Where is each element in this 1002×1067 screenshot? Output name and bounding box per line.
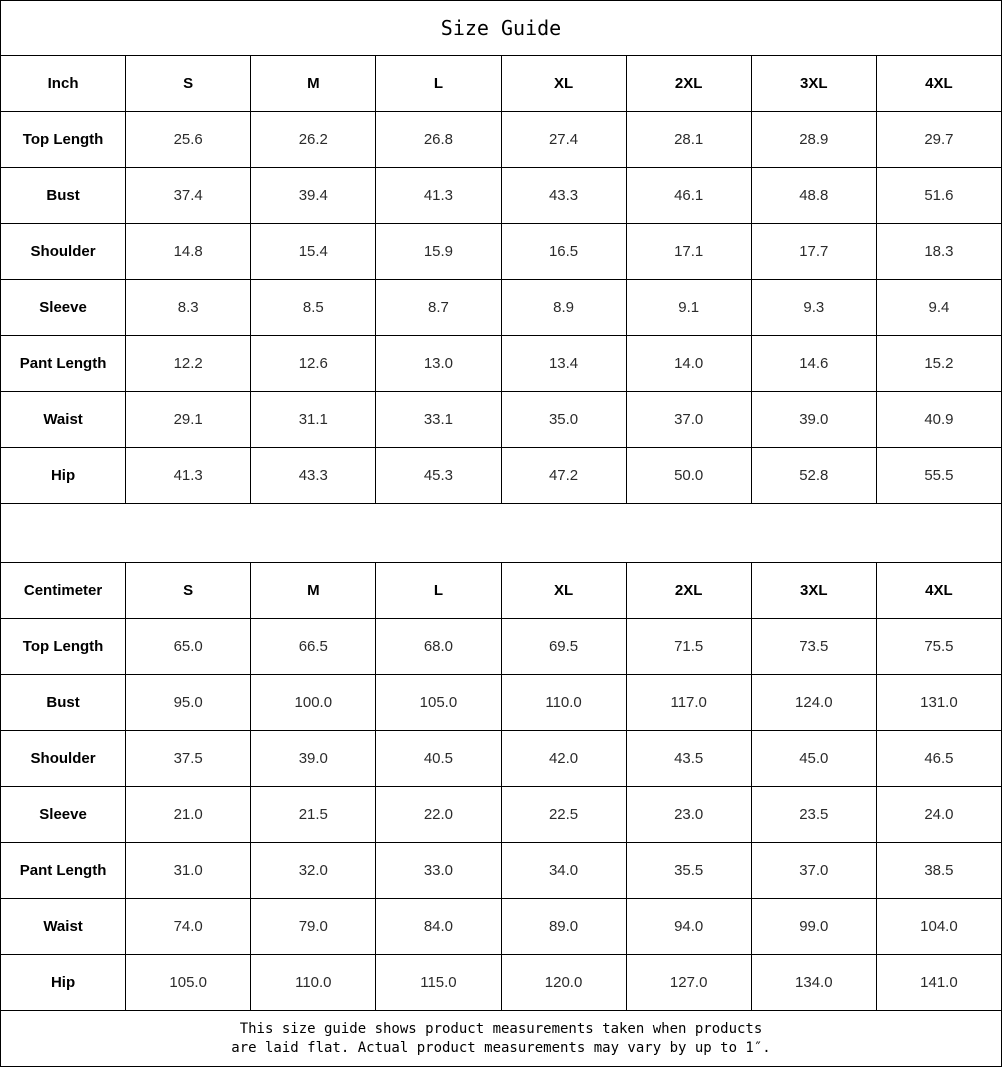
measurement-value: 22.5 (501, 787, 626, 843)
measurement-value: 26.2 (251, 112, 376, 168)
size-column-header: 3XL (751, 56, 876, 112)
size-column-header: L (376, 56, 501, 112)
measurement-value: 15.4 (251, 224, 376, 280)
measurement-value: 8.5 (251, 280, 376, 336)
measurement-value: 46.5 (876, 731, 1001, 787)
measurement-value: 33.1 (376, 392, 501, 448)
measurement-value: 95.0 (126, 675, 251, 731)
size-column-header: 2XL (626, 56, 751, 112)
table-separator-row (1, 504, 1002, 563)
measurement-value: 15.9 (376, 224, 501, 280)
measurement-label: Sleeve (1, 787, 126, 843)
measurement-value: 74.0 (126, 899, 251, 955)
measurement-value: 39.0 (251, 731, 376, 787)
size-column-header: 4XL (876, 56, 1001, 112)
measurement-value: 134.0 (751, 955, 876, 1011)
measurement-value: 29.1 (126, 392, 251, 448)
measurement-value: 21.5 (251, 787, 376, 843)
measurement-value: 105.0 (126, 955, 251, 1011)
measurement-row (1, 899, 1002, 955)
measurement-value: 33.0 (376, 843, 501, 899)
measurement-value: 65.0 (126, 619, 251, 675)
measurement-value: 48.8 (751, 168, 876, 224)
measurement-value: 51.6 (876, 168, 1001, 224)
measurement-value: 75.5 (876, 619, 1001, 675)
measurement-value: 16.5 (501, 224, 626, 280)
measurement-value: 89.0 (501, 899, 626, 955)
measurement-value: 131.0 (876, 675, 1001, 731)
measurement-value: 69.5 (501, 619, 626, 675)
measurement-value: 17.1 (626, 224, 751, 280)
measurement-value: 84.0 (376, 899, 501, 955)
measurement-row (1, 224, 1002, 280)
measurement-value: 52.8 (751, 448, 876, 504)
measurement-value: 71.5 (626, 619, 751, 675)
size-column-header: 4XL (876, 563, 1001, 619)
footnote-row (1, 1011, 1002, 1067)
measurement-value: 17.7 (751, 224, 876, 280)
size-column-header: XL (501, 56, 626, 112)
measurement-value: 14.8 (126, 224, 251, 280)
measurement-value: 14.6 (751, 336, 876, 392)
measurement-row (1, 787, 1002, 843)
measurement-value: 37.0 (626, 392, 751, 448)
measurement-value: 110.0 (251, 955, 376, 1011)
measurement-value: 37.4 (126, 168, 251, 224)
size-header-row (1, 56, 1002, 112)
size-column-header: 3XL (751, 563, 876, 619)
measurement-value: 26.8 (376, 112, 501, 168)
measurement-value: 37.0 (751, 843, 876, 899)
measurement-value: 43.5 (626, 731, 751, 787)
measurement-value: 24.0 (876, 787, 1001, 843)
measurement-value: 39.0 (751, 392, 876, 448)
measurement-label: Bust (1, 675, 126, 731)
measurement-value: 45.3 (376, 448, 501, 504)
measurement-value: 79.0 (251, 899, 376, 955)
measurement-value: 55.5 (876, 448, 1001, 504)
measurement-row (1, 280, 1002, 336)
measurement-row (1, 448, 1002, 504)
measurement-value: 40.5 (376, 731, 501, 787)
measurement-value: 13.4 (501, 336, 626, 392)
footnote-line-1: This size guide shows product measurements taken when products (239, 1020, 763, 1037)
size-column-header: S (126, 563, 251, 619)
measurement-row (1, 675, 1002, 731)
measurement-value: 110.0 (501, 675, 626, 731)
size-header-row (1, 563, 1002, 619)
measurement-row (1, 843, 1002, 899)
measurement-value: 27.4 (501, 112, 626, 168)
measurement-value: 50.0 (626, 448, 751, 504)
measurement-value: 41.3 (126, 448, 251, 504)
measurement-value: 99.0 (751, 899, 876, 955)
measurement-value: 100.0 (251, 675, 376, 731)
measurement-value: 37.5 (126, 731, 251, 787)
measurement-value: 23.0 (626, 787, 751, 843)
measurement-value: 40.9 (876, 392, 1001, 448)
measurement-value: 12.6 (251, 336, 376, 392)
footnote-section (1, 1011, 1002, 1067)
measurement-value: 31.1 (251, 392, 376, 448)
measurement-value: 120.0 (501, 955, 626, 1011)
measurement-value: 28.1 (626, 112, 751, 168)
table-separator-cell (1, 504, 1002, 563)
measurement-value: 117.0 (626, 675, 751, 731)
measurement-value: 31.0 (126, 843, 251, 899)
size-column-header: L (376, 563, 501, 619)
measurement-row (1, 168, 1002, 224)
measurement-value: 29.7 (876, 112, 1001, 168)
measurement-value: 28.9 (751, 112, 876, 168)
measurement-value: 13.0 (376, 336, 501, 392)
measurement-value: 23.5 (751, 787, 876, 843)
measurement-value: 39.4 (251, 168, 376, 224)
measurement-value: 47.2 (501, 448, 626, 504)
measurement-label: Bust (1, 168, 126, 224)
page-title: Size Guide (1, 1, 1002, 56)
measurement-value: 9.4 (876, 280, 1001, 336)
measurement-tables (1, 56, 1002, 1011)
measurement-value: 45.0 (751, 731, 876, 787)
title-section (1, 1, 1002, 56)
measurement-label: Top Length (1, 619, 126, 675)
measurement-value: 124.0 (751, 675, 876, 731)
measurement-label: Shoulder (1, 731, 126, 787)
measurement-label: Hip (1, 955, 126, 1011)
measurement-value: 105.0 (376, 675, 501, 731)
unit-label: Centimeter (1, 563, 126, 619)
measurement-value: 66.5 (251, 619, 376, 675)
measurement-value: 8.7 (376, 280, 501, 336)
footnote (1, 1011, 1002, 1067)
size-column-header: S (126, 56, 251, 112)
size-column-header: M (251, 563, 376, 619)
measurement-value: 9.1 (626, 280, 751, 336)
title-row (1, 1, 1002, 56)
measurement-value: 25.6 (126, 112, 251, 168)
measurement-value: 9.3 (751, 280, 876, 336)
measurement-value: 21.0 (126, 787, 251, 843)
measurement-value: 8.3 (126, 280, 251, 336)
measurement-label: Top Length (1, 112, 126, 168)
measurement-value: 73.5 (751, 619, 876, 675)
measurement-value: 127.0 (626, 955, 751, 1011)
measurement-label: Hip (1, 448, 126, 504)
measurement-value: 46.1 (626, 168, 751, 224)
measurement-value: 41.3 (376, 168, 501, 224)
measurement-row (1, 392, 1002, 448)
measurement-value: 22.0 (376, 787, 501, 843)
measurement-label: Waist (1, 392, 126, 448)
measurement-label: Pant Length (1, 843, 126, 899)
measurement-label: Waist (1, 899, 126, 955)
measurement-row (1, 955, 1002, 1011)
measurement-value: 15.2 (876, 336, 1001, 392)
measurement-value: 115.0 (376, 955, 501, 1011)
measurement-row (1, 336, 1002, 392)
measurement-value: 14.0 (626, 336, 751, 392)
unit-label: Inch (1, 56, 126, 112)
measurement-value: 43.3 (501, 168, 626, 224)
measurement-value: 42.0 (501, 731, 626, 787)
footnote-line-2: are laid flat. Actual product measurements may vary by up to 1″. (231, 1039, 771, 1056)
measurement-value: 94.0 (626, 899, 751, 955)
measurement-label: Pant Length (1, 336, 126, 392)
measurement-row (1, 731, 1002, 787)
measurement-label: Sleeve (1, 280, 126, 336)
measurement-value: 35.0 (501, 392, 626, 448)
measurement-value: 34.0 (501, 843, 626, 899)
size-column-header: 2XL (626, 563, 751, 619)
measurement-value: 43.3 (251, 448, 376, 504)
measurement-row (1, 619, 1002, 675)
measurement-value: 8.9 (501, 280, 626, 336)
size-column-header: M (251, 56, 376, 112)
measurement-value: 38.5 (876, 843, 1001, 899)
measurement-value: 35.5 (626, 843, 751, 899)
measurement-value: 32.0 (251, 843, 376, 899)
measurement-label: Shoulder (1, 224, 126, 280)
measurement-value: 104.0 (876, 899, 1001, 955)
measurement-value: 68.0 (376, 619, 501, 675)
measurement-value: 141.0 (876, 955, 1001, 1011)
measurement-value: 18.3 (876, 224, 1001, 280)
measurement-row (1, 112, 1002, 168)
measurement-value: 12.2 (126, 336, 251, 392)
size-column-header: XL (501, 563, 626, 619)
